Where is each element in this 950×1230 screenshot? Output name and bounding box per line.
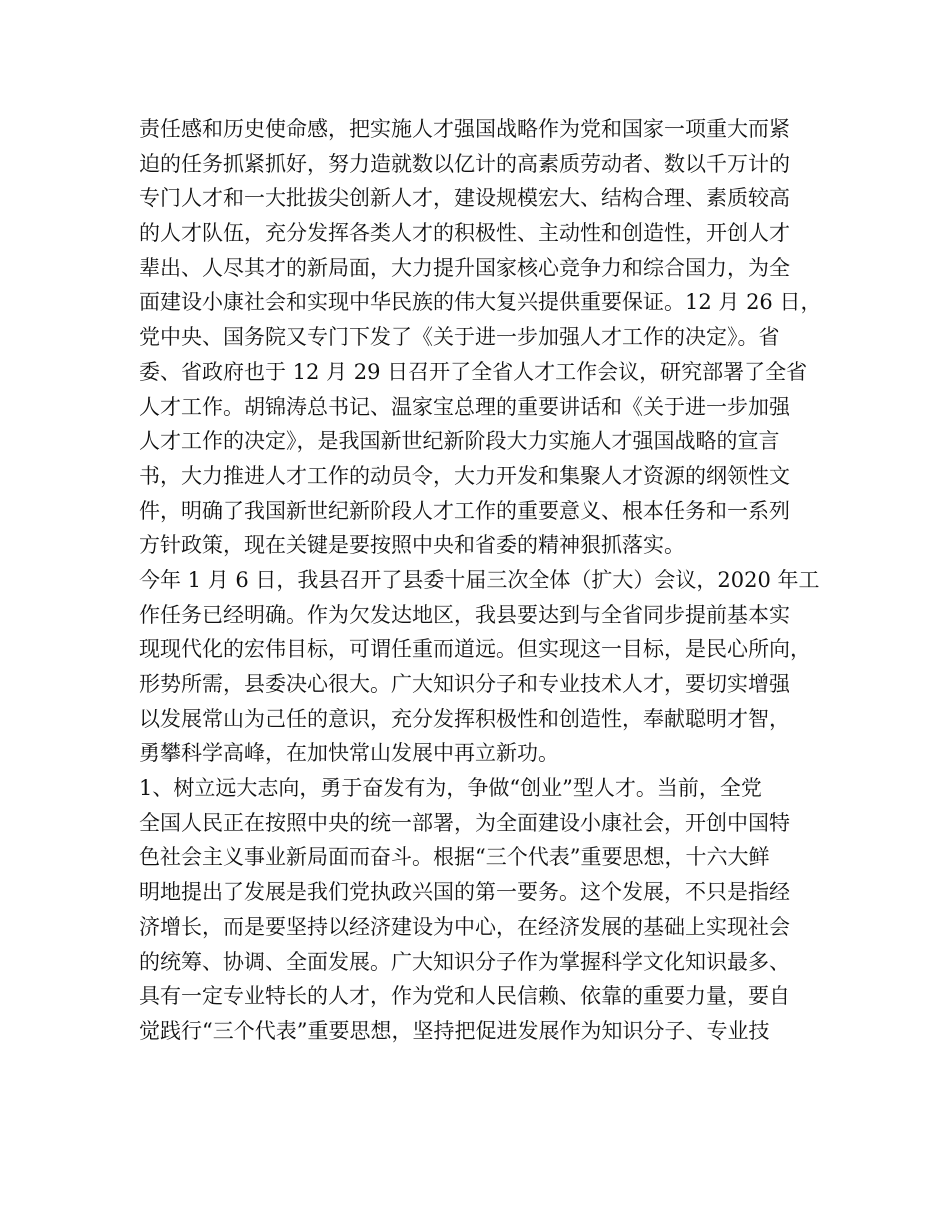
text-line: 作任务已经明确。作为欠发达地区，我县要达到与全省同步提前基本实 [139,602,790,627]
text-line: 迫的任务抓紧抓好，努力造就数以亿计的高素质劳动者、数以千万计的 [139,151,790,176]
text-line: 党中央、国务院又专门下发了《关于进一步加强人才工作的决定》。省 [139,325,780,350]
text-line: 辈出、人尽其才的新局面，大力提升国家核心竞争力和综合国力，为全 [139,255,790,280]
text-line: 人才工作。胡锦涛总书记、温家宝总理的重要讲话和《关于进一步加强 [139,394,790,419]
text-line: 以发展常山为己任的意识，充分发挥积极性和创造性，奉献聪明才智， [139,706,790,731]
text-line: 面建设小康社会和实现中华民族的伟大复兴提供重要保证。12 月 26 日， [139,290,822,315]
text-line: 色社会主义事业新局面而奋斗。根据“三个代表”重要思想，十六大鲜 [139,845,770,870]
text-line: 方针政策，现在关键是要按照中央和省委的精神狠抓落实。 [139,533,685,558]
text-line: 形势所需，县委决心很大。广大知识分子和专业技术人才，要切实增强 [139,672,790,696]
text-line: 勇攀科学高峰，在加快常山发展中再立新功。 [139,741,559,766]
text-line: 书，大力推进人才工作的动员令，大力开发和集聚人才资源的纲领性文 [139,463,790,488]
text-line: 具有一定专业特长的人才，作为党和人民信赖、依靠的重要力量，要自 [139,984,790,1009]
text-line: 人才工作的决定》，是我国新世纪新阶段大力实施人才强国战略的宣言 [139,429,780,454]
text-line: 济增长，而是要坚持以经济建设为中心，在经济发展的基础上实现社会 [139,914,790,939]
body-text [139,112,839,1049]
text-line: 明地提出了发展是我们党执政兴国的第一要务。这个发展，不只是指经 [139,880,790,905]
text-line: 现现代化的宏伟目标，可谓任重而道远。但实现这一目标，是民心所向， [139,637,811,662]
text-line: 觉践行“三个代表”重要思想，坚持把促进发展作为知识分子、专业技 [139,1018,770,1043]
text-line: 件，明确了我国新世纪新阶段人才工作的重要意义、根本任务和一系列 [139,498,790,523]
text-line: 的统筹、协调、全面发展。广大知识分子作为掌握科学文化知识最多、 [139,949,790,974]
text-line: 委、省政府也于 12 月 29 日召开了全省人才工作会议，研究部署了全省 [139,359,808,384]
text-line: 1、树立远大志向，勇于奋发有为，争做“创业”型人才。当前，全党 [139,776,762,801]
text-line: 专门人才和一大批拔尖创新人才，建设规模宏大、结构合理、素质较高 [139,186,790,211]
text-line: 全国人民正在按照中央的统一部署，为全面建设小康社会，开创中国特 [139,810,790,835]
text-line: 责任感和历史使命感，把实施人才强国战略作为党和国家一项重大而紧 [139,117,790,141]
text-line: 今年 1 月 6 日，我县召开了县委十届三次全体（扩大）会议，2020 年工 [139,567,820,592]
text-line: 的人才队伍，充分发挥各类人才的积极性、主动性和创造性，开创人才 [139,221,790,246]
